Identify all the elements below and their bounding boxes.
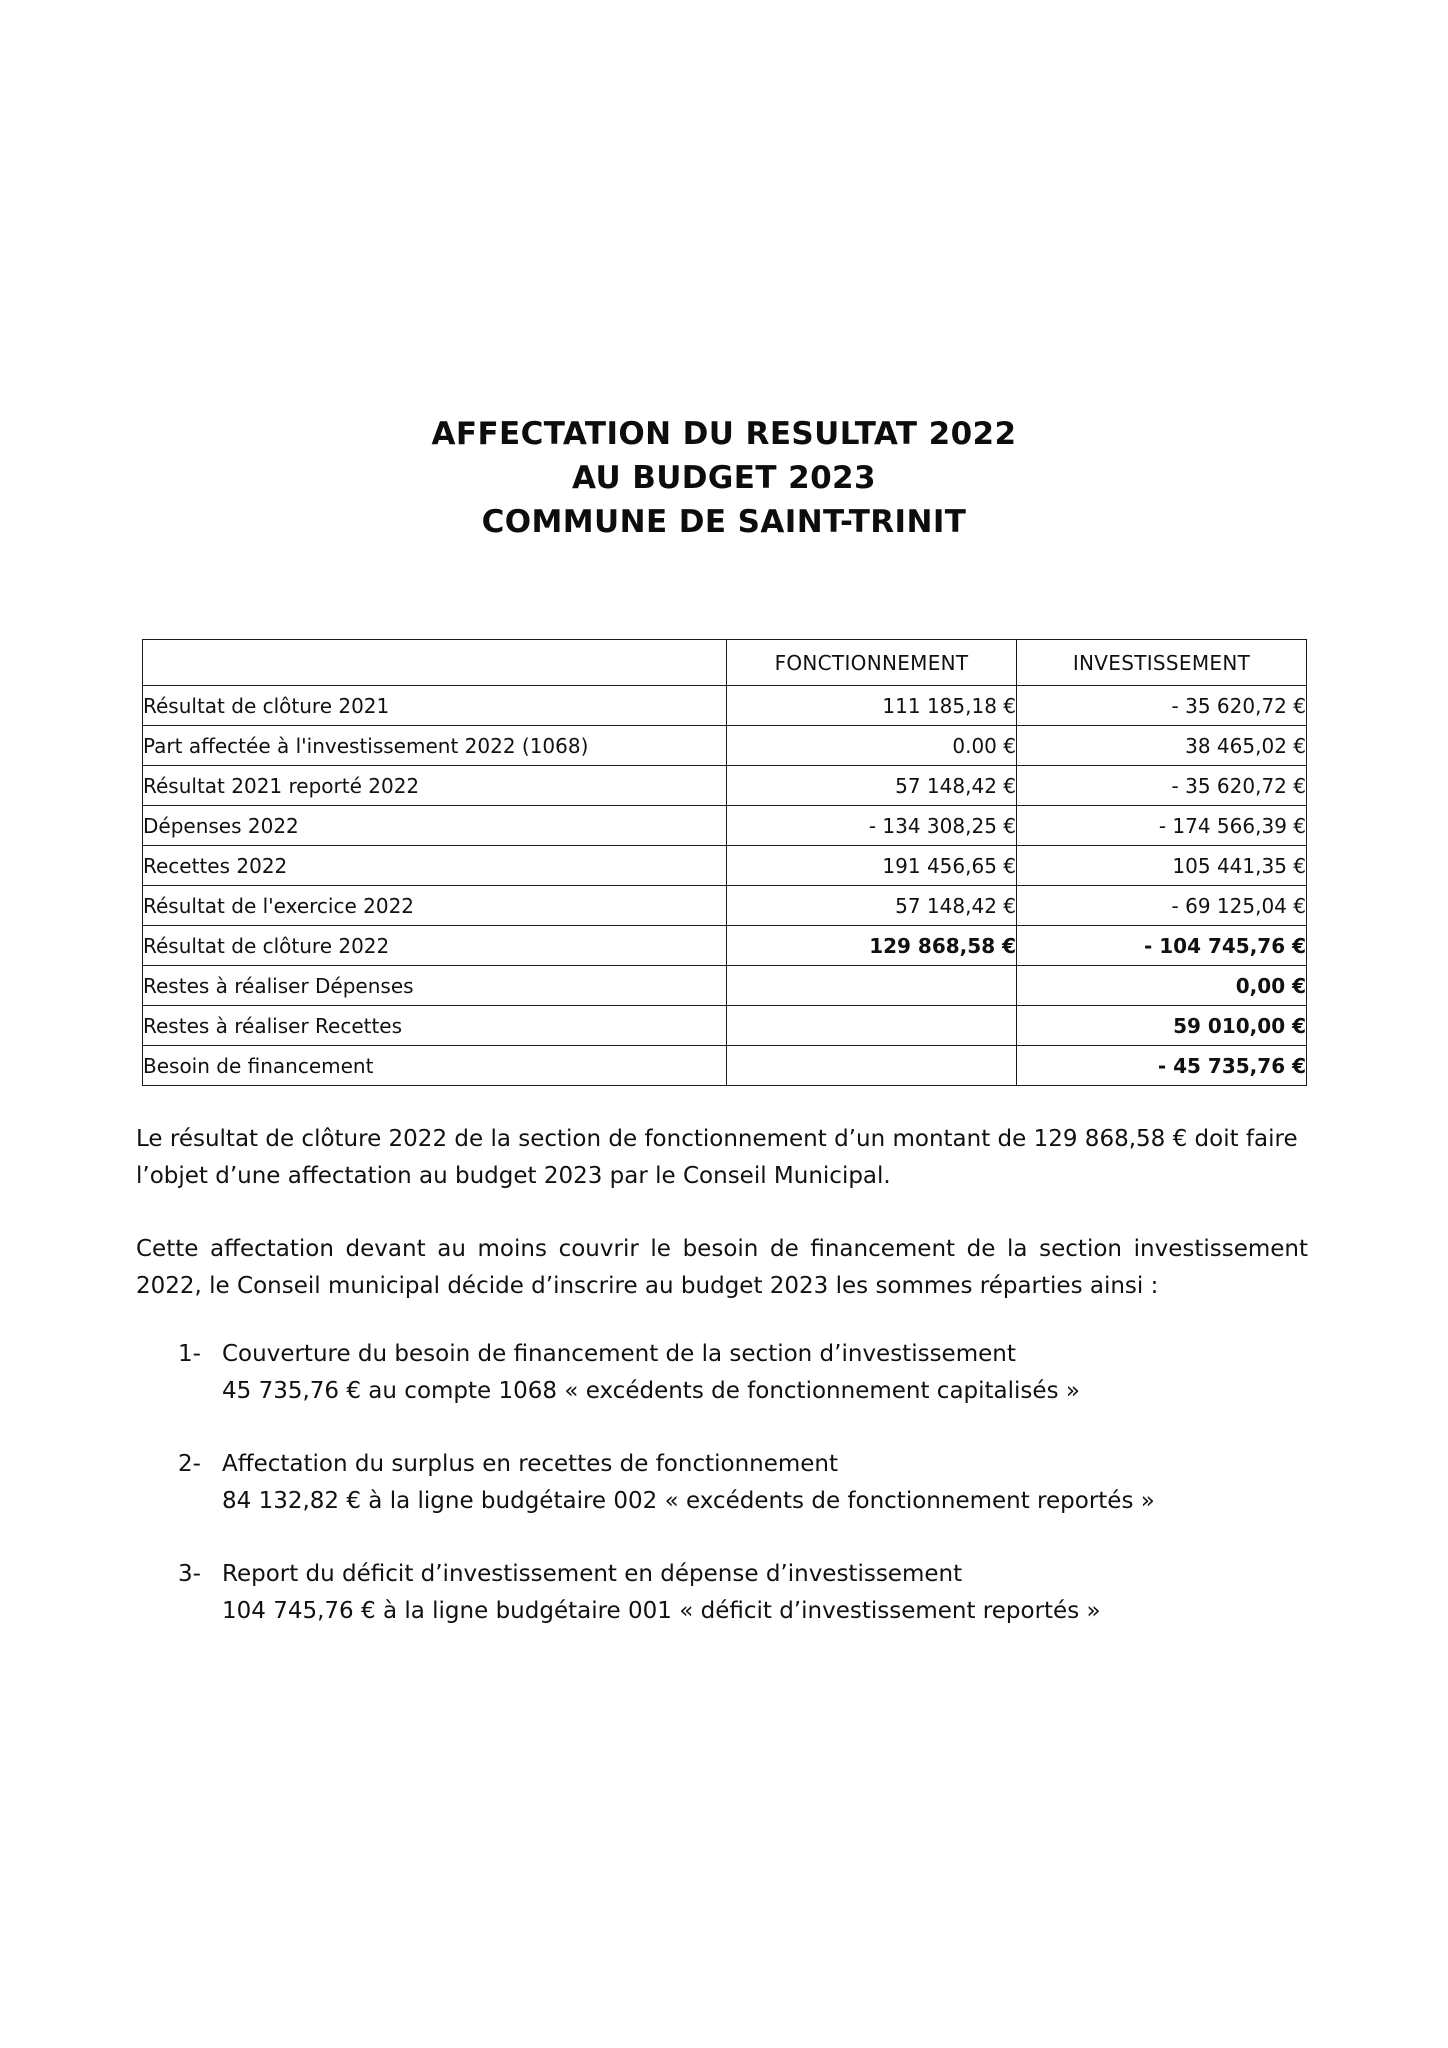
table-row (143, 886, 1307, 926)
table-row (143, 1006, 1307, 1046)
allocation-list (136, 1336, 1326, 1630)
title-line-3: COMMUNE DE SAINT-TRINIT (481, 504, 967, 540)
table-cell-fonctionnement: 111 185,18 € (727, 686, 1017, 726)
table-cell-label: Restes à réaliser Dépenses (143, 966, 727, 1006)
list-item-line-1: Couverture du besoin de financement de la section d’investissement (222, 1341, 1016, 1367)
table-cell-label: Résultat de clôture 2021 (143, 686, 727, 726)
table-cell-investissement: - 35 620,72 € (1017, 686, 1307, 726)
table-cell-label: Résultat 2021 reporté 2022 (143, 766, 727, 806)
table-row (143, 726, 1307, 766)
table-cell-label: Dépenses 2022 (143, 806, 727, 846)
list-item-marker: 1- (178, 1341, 201, 1367)
table-header (143, 640, 1307, 686)
table-cell-investissement: 59 010,00 € (1017, 1006, 1307, 1046)
table-cell-label: Recettes 2022 (143, 846, 727, 886)
table-cell-label: Besoin de financement (143, 1046, 727, 1086)
document-title (0, 412, 1448, 544)
table-row (143, 926, 1307, 966)
list-item-body (222, 1446, 1326, 1520)
list-item-body (222, 1556, 1326, 1630)
table-header-investissement: INVESTISSEMENT (1017, 640, 1307, 686)
table-cell-investissement: - 45 735,76 € (1017, 1046, 1307, 1086)
table-body (143, 686, 1307, 1086)
table-row (143, 966, 1307, 1006)
table-cell-label: Résultat de l'exercice 2022 (143, 886, 727, 926)
paragraph-allocation-intro: Cette affectation devant au moins couvrir le besoin de financement de la section investissement 2022, le Conseil municipal décide d’inscrire au budget 2023 les sommes réparties ainsi : (136, 1236, 1308, 1299)
table-cell-label: Résultat de clôture 2022 (143, 926, 727, 966)
table-cell-fonctionnement (727, 966, 1017, 1006)
table-row (143, 686, 1307, 726)
table-cell-fonctionnement: 57 148,42 € (727, 766, 1017, 806)
table-cell-investissement: 0,00 € (1017, 966, 1307, 1006)
table-row (143, 846, 1307, 886)
list-item-body (222, 1336, 1326, 1410)
list-item-line-1: Affectation du surplus en recettes de fonctionnement (222, 1451, 839, 1477)
table-header-fonctionnement: FONCTIONNEMENT (727, 640, 1017, 686)
table-cell-fonctionnement: - 134 308,25 € (727, 806, 1017, 846)
title-line-2: AU BUDGET 2023 (572, 460, 876, 496)
table-row (143, 806, 1307, 846)
list-item (136, 1446, 1326, 1520)
table-cell-investissement: - 35 620,72 € (1017, 766, 1307, 806)
list-item-marker: 2- (178, 1451, 201, 1477)
table-cell-fonctionnement: 129 868,58 € (727, 926, 1017, 966)
table-cell-fonctionnement (727, 1006, 1017, 1046)
list-item-line-2: 84 132,82 € à la ligne budgétaire 002 « excédents de fonctionnement reportés » (222, 1488, 1155, 1514)
table-cell-investissement: - 104 745,76 € (1017, 926, 1307, 966)
table-cell-fonctionnement (727, 1046, 1017, 1086)
table-cell-investissement: - 174 566,39 € (1017, 806, 1307, 846)
table-row (143, 1046, 1307, 1086)
list-item (136, 1556, 1326, 1630)
table-cell-investissement: 38 465,02 € (1017, 726, 1307, 766)
list-item-line-2: 45 735,76 € au compte 1068 « excédents de fonctionnement capitalisés » (222, 1378, 1080, 1404)
table-cell-investissement: 105 441,35 € (1017, 846, 1307, 886)
table-cell-fonctionnement: 0.00 € (727, 726, 1017, 766)
table-cell-investissement: - 69 125,04 € (1017, 886, 1307, 926)
table-cell-fonctionnement: 57 148,42 € (727, 886, 1017, 926)
result-allocation-table (142, 639, 1307, 1086)
list-item-line-2: 104 745,76 € à la ligne budgétaire 001 « déficit d’investissement reportés » (222, 1598, 1101, 1624)
list-item (136, 1336, 1326, 1410)
table-cell-label: Restes à réaliser Recettes (143, 1006, 727, 1046)
table-header-row (143, 640, 1307, 686)
paragraph-closing-result: Le résultat de clôture 2022 de la section de fonctionnement d’un montant de 129 868,58 € doit faire l’objet d’une affectation au budget 2023 par le Conseil Municipal. (136, 1126, 1298, 1189)
list-item-line-1: Report du déficit d’investissement en dépense d’investissement (222, 1561, 963, 1587)
table-header-corner (143, 640, 727, 686)
table-cell-fonctionnement: 191 456,65 € (727, 846, 1017, 886)
table-row (143, 766, 1307, 806)
list-item-marker: 3- (178, 1561, 201, 1587)
table-cell-label: Part affectée à l'investissement 2022 (1068) (143, 726, 727, 766)
title-line-1: AFFECTATION DU RESULTAT 2022 (431, 416, 1017, 452)
